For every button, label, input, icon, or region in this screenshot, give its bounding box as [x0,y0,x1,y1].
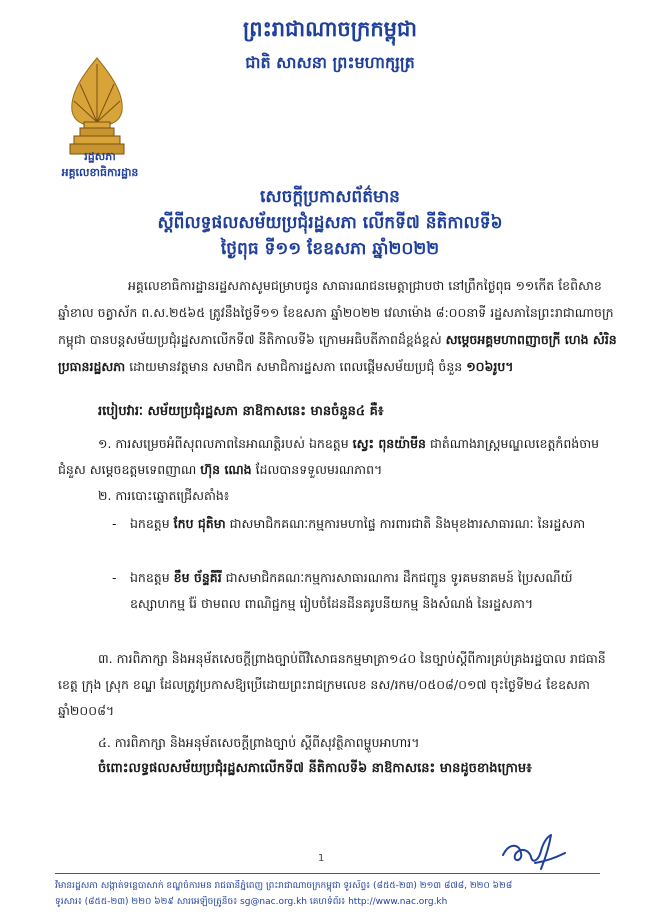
parliament-emblem [62,56,132,156]
doc-title-line3: ថ្ងៃពុធ ទី១១ ខែឧសភា ឆ្នាំ២០២២ [220,239,440,259]
agenda-item-3: ៣. ការពិភាក្សា និងអនុម័តសេចក្តីព្រាងច្បាប់ពីវិសោធនកម្មមាត្រា១៤០ នៃច្បាប់ស្តីពីការគ្រប់គ្រងរដ្ឋបាល រាជធានី ខេត្ត ក្រុង ស្រុក ខណ្ឌ ដែលត្រូវប្រកាសឱ្យប្រើដោយព្រះរាជក្រមលេខ នស/រកម/០៥០៨/០១៧ ចុះថ្ងៃទី២៤ ខែឧសភា ឆ្នាំ២០០៨។ [58,651,606,718]
intro-text2: ដោយមានវត្តមាន សមាជិក សមាជិការដ្ឋសភា ពេលផ្តើមសម័យប្រជុំ ចំនួន [129,359,463,374]
national-motto: ជាតិ សាសនា ព្រះមហាក្សត្រ [245,53,415,72]
bullet1-name: កែប ជុតិមា [173,516,226,531]
item1-name2: ហ៊ុន ណេង [200,462,252,477]
agenda-item-2: ២. ការបោះឆ្នោតជ្រើសតាំង៖ [98,488,230,503]
item1-suffix: ដែលបានទទួលមរណភាព។ [255,462,383,477]
bullet-dash: - [112,516,117,531]
org-name-line2: អគ្គលេខាធិការដ្ឋាន [61,166,139,179]
results-heading: ចំពោះលទ្ធផលសម័យប្រជុំរដ្ឋសភាលើកទី៧ នីតិកាលទី៦ នាឱកាសនេះ មានដូចខាងក្រោម៖ [98,761,532,776]
kingdom-title: ព្រះរាជាណាចក្រកម្ពុជា [242,17,417,41]
bullet2-prefix: ឯកឧត្តម [130,570,170,585]
item1-mid: ជាតំណាងរាស្ត្រមណ្ឌលខេត្តកំពង់ចាម ជំនួស សម្តេចឧត្តមទេពញាណ [58,436,600,477]
bullet2-name: ខឹម ច័ន្ទគីរី [173,570,222,585]
item1-name: ស្វេះ ពុនយ៉ាមីន [352,436,426,451]
agenda-heading: របៀបវារៈ សម័យប្រជុំរដ្ឋសភា នាឱកាសនេះ មានចំនួន៤ គឺ៖ [98,404,384,419]
intro-text: អគ្គលេខាធិការដ្ឋានរដ្ឋសភាសូមជម្រាបជូន សាធារណជនមេត្តាជ្រាបថា នៅព្រឹកថ្ងៃពុធ ១១កើត ខែពិសាខ ឆ្នាំខាល ចត្វាស័ក ព.ស.២៥៦៥ ត្រូវនឹងថ្ងៃទី១១ ខែឧសភា ឆ្នាំ២០២២ វេលាម៉ោង ៨:០០នាទី រដ្ឋសភានៃព្រះរាជាណាចក្រកម្ពុជា បានបន្តសម័យប្រជុំរដ្ឋសភាលើកទី៧ នីតិកាលទី៦ ក្រោមអធិបតីភាពដ៏ខ្ពង់ខ្ពស់ [58,278,614,347]
election-bullet-2 [112,565,620,617]
bullet1-text: ជាសមាជិកគណៈកម្មការមហាផ្ទៃ ការពារជាតិ និងមុខងារសាធារណៈ នៃរដ្ឋសភា [229,516,586,531]
page-number: 1 [318,853,325,864]
doc-title-line2: ស្តីពីលទ្ធផលសម័យប្រជុំរដ្ឋសភា លើកទី៧ នីតិកាលទី៦ [157,213,503,233]
president-name: សម្តេចអគ្គមហាពញាចក្រី ហេង សំរិន ប្រធានរដ្ឋសភា [58,332,617,374]
agenda-item-1 [58,431,618,483]
bullet1-prefix: ឯកឧត្តម [130,516,170,531]
item1-prefix: ១. ការសម្រេចអំពីសុពលភាពនៃអាណត្តិរបស់ ឯកឧត្តម [98,436,349,451]
attendance-count: ១០៦រូប។ [466,359,514,374]
intro-paragraph [58,272,618,380]
footer-contact: ទូរសារ៖ (៨៥៥-២៣) ២២០ ៦២៩ សារអេឡិចត្រូនិច៖ sg@nac.org.kh គេហទំព័រ៖ http://www.nac.org.kh [55,897,448,907]
org-name-line1: រដ្ឋសភា [84,150,116,163]
bullet2-text: ជាសមាជិកគណៈកម្មការសាធារណការ ដឹកជញ្ជូន ទូរគមនាគមន៍ ប្រៃសណីយ៍ ឧស្សាហកម្ម រ៉ែ ថាមពល ពាណិជ្ជកម្ម រៀបចំដែនដីនគរូបនីយកម្ម និងសំណង់ នៃរដ្ឋសភា។ [130,570,573,611]
signature-mark [495,825,575,875]
election-bullet-1 [112,511,620,537]
bullet-dash: - [112,570,117,585]
footer-address: វិមានរដ្ឋសភា សង្កាត់ទន្លេបាសាក់ ខណ្ឌចំការមន រាជធានីភ្នំពេញ ព្រះរាជាណាចក្រកម្ពុជា ទូរស័ព្ទ៖ (៨៥៥-២៣) ២១៣ ៨៧៨, ២២០ ៦២៨ [55,881,513,891]
footer-divider [55,873,600,874]
doc-title-line1: សេចក្តីប្រកាសព័ត៌មាន [260,187,400,207]
agenda-item-4: ៤. ការពិភាក្សា និងអនុម័តសេចក្តីព្រាងច្បាប់ ស្តីពីសុវត្ថិភាពម្ហូបអាហារ។ [98,735,420,750]
